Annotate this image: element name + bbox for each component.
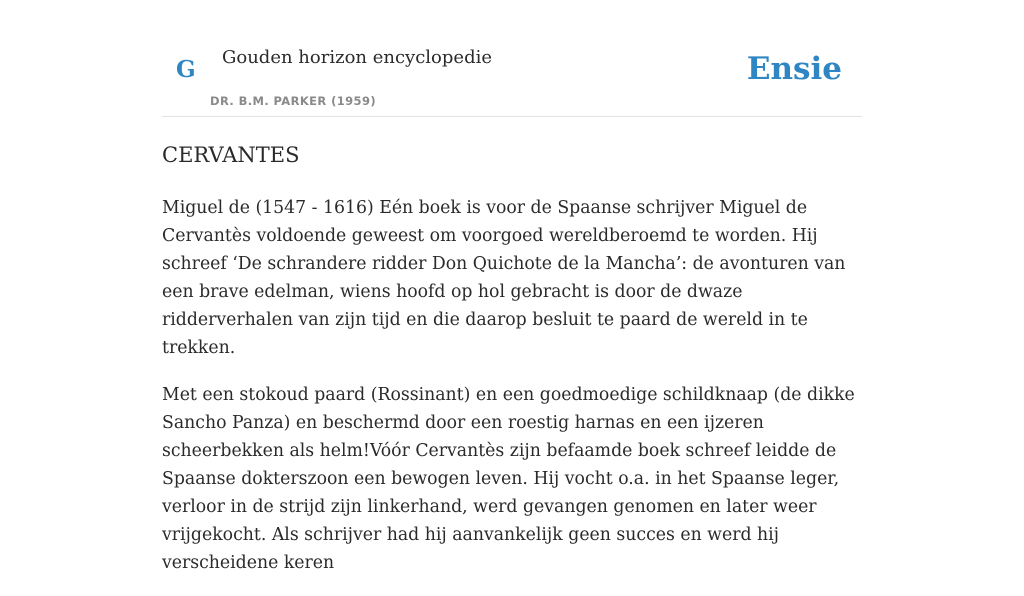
book-title-link[interactable]: Gouden horizon encyclopedie	[222, 47, 492, 68]
article-title: CERVANTES	[162, 143, 300, 167]
book-author: DR. B.M. PARKER (1959)	[210, 94, 377, 108]
article-paragraph: Met een stokoud paard (Rossinant) en een goedmoedige schildknaap (de dikke Sancho Panza) en beschermd door een roestig harnas en een ijzeren scheerbekken als helm!Vóór Cervantès zijn befaamde boek schreef leidde de Spaanse dokterszoon een bewogen leven. Hij vocht o.a. in het Spaanse leger, verloor in de strijd zijn linkerhand, werd gevangen genomen en later weer vrijgekocht. Als schrijver had hij aanvankelijk geen succes en werd hij verscheidene keren	[162, 385, 855, 573]
article-paragraph: Miguel de (1547 - 1616) Eén boek is voor de Spaanse schrijver Miguel de Cervantès voldoende geweest om voorgoed wereldberoemd te worden. Hij schreef ‘De schrandere ridder Don Quichote de la Mancha’: de avonturen van een brave edelman, wiens hoofd op hol gebracht is door de dwaze ridderverhalen van zijn tijd en die daarop besluit te paard de wereld in te trekken.	[162, 198, 846, 358]
ensie-logo[interactable]: Ensie	[746, 51, 842, 87]
article	[162, 138, 866, 596]
book-header	[162, 0, 862, 117]
book-logo-icon[interactable]: G	[176, 56, 196, 83]
